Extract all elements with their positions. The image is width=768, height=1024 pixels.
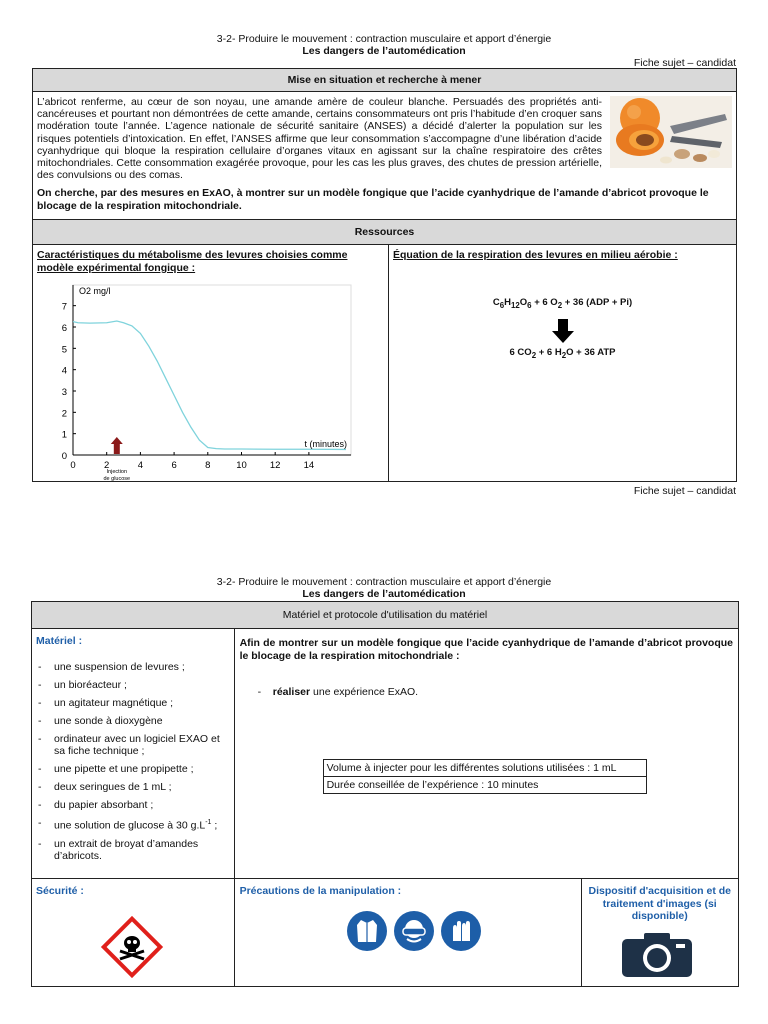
x-tick-label: 14 [303, 460, 315, 472]
list-item: - une sonde à dioxygène [36, 715, 230, 727]
fiche-label-top: Fiche sujet – candidat [633, 57, 736, 69]
page1-header [0, 33, 768, 57]
x-tick-label: 10 [236, 460, 247, 472]
securite-title: Sécurité : [36, 885, 84, 897]
protocol-intro: Afin de montrer sur un modèle fongique que l’acide cyanhydrique de l’amande d’abricot provoque le blocage de la respiration mitochondriale : [239, 637, 733, 662]
safety-goggles-icon [394, 911, 434, 951]
toxic-skull-pictogram-icon [100, 915, 164, 982]
list-item: - du papier absorbant ; [36, 799, 230, 811]
page1-header-line1: 3-2- Produire le mouvement : contraction musculaire et apport d’énergie [216, 33, 552, 45]
y-tick-label: 6 [61, 323, 67, 335]
page1-table [32, 68, 737, 482]
protocol-step: - réaliser une expérience ExAO. [257, 686, 419, 698]
annotation-line-1: Injection [106, 469, 128, 476]
situation-text: L’abricot renferme, au cœur de son noyau, une amande amère de couleur blanche. Persuadés des propriétés anti-cancéreuses et pourtant non démontrées de cette amande, certains consommateurs ont pris l’habitude d’en croquer sans modération toute l’année. L’agence nationale de sécurité sanitaire (ANSES) a décidé d’alerter la population sur les risques potentiels d’intoxication. En effet, l’ANSES affirme que leur consommation s’accompagne d’une libération d’acide cyanhydrique qui bloque la respiration cellulaire d’organes vitaux en agissant sur la chaîne respiratoire des crêtes mitochondriales. Cette consommation exagérée provoque, pour les cas les plus graves, des chutes de pression artérielle, des convulsions ou des comas. [37, 96, 602, 182]
list-item: - un extrait de broyat d’amandes d’abricots. [36, 838, 230, 862]
gloves-icon [441, 911, 481, 951]
precautions-title: Précautions de la manipulation : [239, 885, 402, 897]
info-box [323, 759, 647, 794]
dispositif-title: Dispositif d'acquisition et de traitement d'images (si disponible) [588, 885, 732, 922]
y-tick-label: 7 [61, 302, 67, 314]
list-item: - ordinateur avec un logiciel EXAO et sa fiche technique ; [36, 733, 230, 757]
materiel-list [36, 661, 230, 862]
section-mise-en-situation-title: Mise en situation et recherche à mener [33, 69, 737, 92]
equation-products: 6 $CO_2 + 6$ $H_2O + 36$ ATP [509, 347, 616, 361]
list-item: - une suspension de levures ; [36, 661, 230, 673]
list-item: - un bioréacteur ; [36, 679, 230, 691]
page2-header-line2: Les dangers de l’automédication [302, 588, 466, 600]
injection-arrow [111, 437, 123, 454]
page1-header-line2: Les dangers de l’automédication [302, 45, 466, 57]
research-question: On cherche, par des mesures en ExAO, à montrer sur un modèle fongique que l’acide cyanhydrique de l’amande d’abricot provoque le blocage de la respiration mitochondriale. [37, 187, 709, 213]
y-tick-label: 4 [61, 366, 67, 378]
x-tick-label: 0 [70, 460, 76, 472]
list-item: - une solution de glucose à 30 $g.L^{-1}$ ; [36, 817, 230, 832]
x-tick-label: 2 [104, 460, 110, 472]
list-item: - deux seringues de 1 mL ; [36, 781, 230, 793]
section-materiel-title: Matériel et protocole d'utilisation du matériel [32, 602, 739, 629]
equation-reactants: $C_6H_{12}O_6 + 6$ $O_2 + 36$ (ADP + Pi) [492, 297, 633, 311]
plot-frame [73, 285, 351, 455]
list-item: - un agitateur magnétique ; [36, 697, 230, 709]
y-axis-label: O2 mg/l [79, 286, 111, 297]
apricot-kernels-photo [610, 96, 732, 168]
x-axis-label: t (minutes) [304, 439, 347, 450]
x-tick-label: 8 [205, 460, 211, 472]
materiel-title: Matériel : [36, 635, 83, 647]
y-tick-label: 0 [61, 451, 67, 463]
x-tick-label: 6 [171, 460, 177, 472]
ppe-icons [347, 911, 481, 951]
section-ressources-title: Ressources [33, 220, 737, 245]
y-tick-label: 2 [61, 408, 67, 420]
o2-series-line [73, 321, 346, 449]
camera-icon [622, 931, 692, 980]
y-tick-label: 1 [61, 430, 67, 442]
o2-chart [41, 275, 361, 483]
fiche-label-bottom: Fiche sujet – candidat [633, 485, 736, 497]
resource-right-title: Équation de la respiration des levures en milieu aérobie : [393, 249, 678, 262]
info-volume: Volume à injecter pour les différentes solutions utilisées : 1 mL [324, 760, 646, 777]
info-duration: Durée conseillée de l’expérience : 10 minutes [326, 779, 539, 791]
page2-header-line1: 3-2- Produire le mouvement : contraction musculaire et apport d’énergie [216, 576, 552, 588]
page2-table [31, 601, 739, 987]
x-tick-label: 4 [137, 460, 144, 472]
y-tick-label: 5 [61, 344, 67, 356]
y-tick-label: 3 [61, 387, 67, 399]
x-tick-label: 12 [269, 460, 281, 472]
resource-left-title: Caractéristiques du métabolisme des levures choisies comme modèle expérimental fongique : [37, 249, 348, 274]
down-arrow-icon [389, 319, 736, 346]
lab-coat-icon [347, 911, 387, 951]
annotation-line-2: de glucose [103, 476, 131, 483]
list-item: - une pipette et une propipette ; [36, 763, 230, 775]
page2-header [0, 576, 768, 600]
